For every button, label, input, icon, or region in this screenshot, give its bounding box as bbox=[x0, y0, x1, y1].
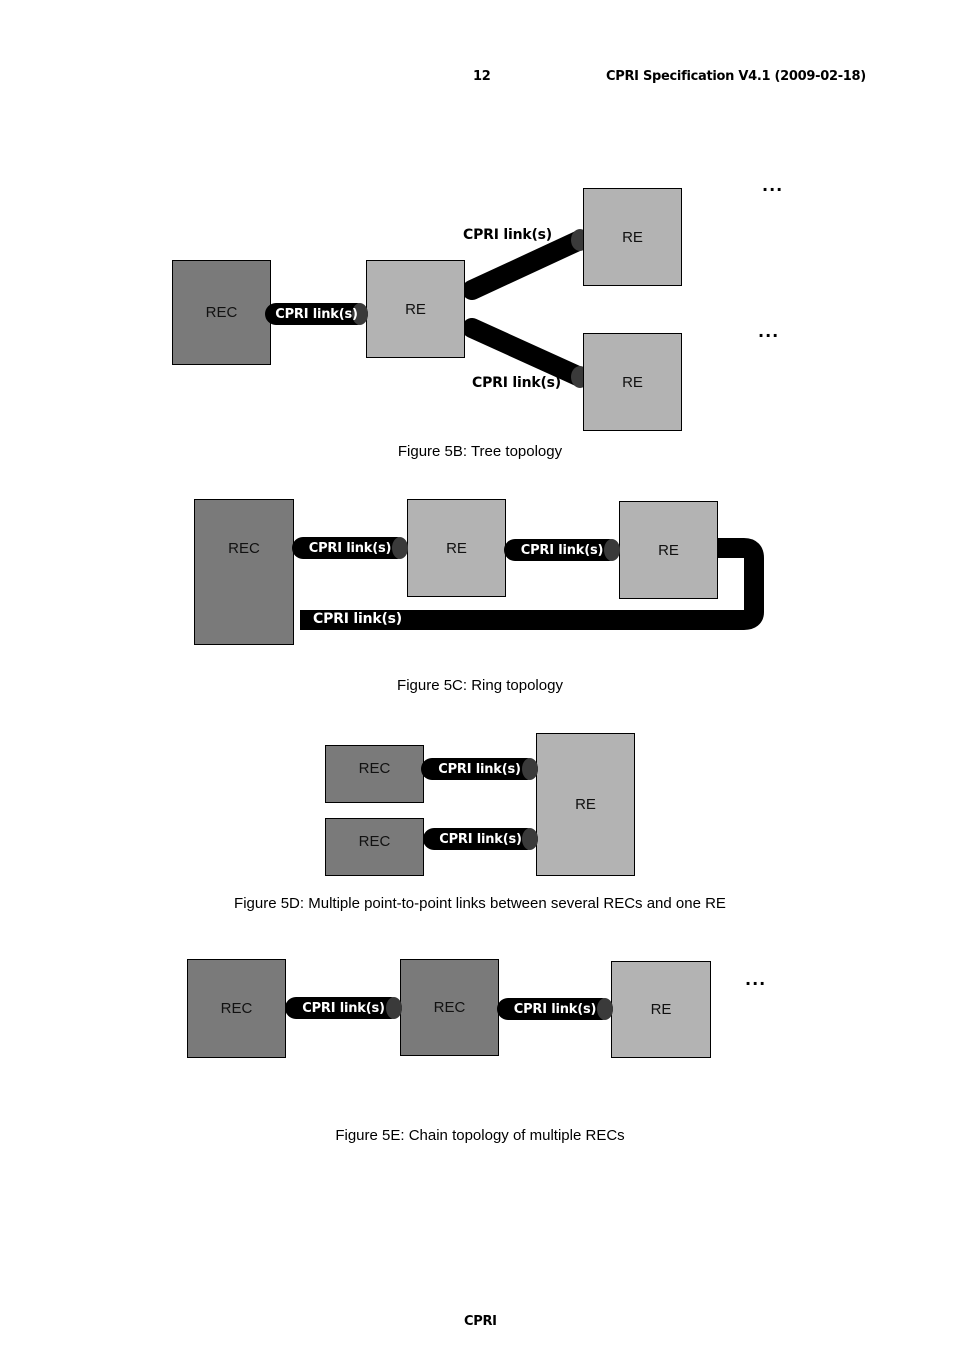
fig5d-link-bottom-label: CPRI link(s) bbox=[439, 831, 522, 847]
fig5e-rec-first-label: REC bbox=[220, 1000, 253, 1017]
fig5e-re-box bbox=[611, 961, 711, 1058]
document-title: CPRI Specification V4.1 (2009-02-18) bbox=[606, 69, 866, 84]
fig5c-re-second-label: RE bbox=[658, 541, 679, 559]
fig5e-re-label: RE bbox=[650, 1001, 672, 1018]
fig5e-caption: Figure 5E: Chain topology of multiple RECs bbox=[335, 1127, 625, 1144]
fig5c-link-re-re bbox=[504, 539, 620, 561]
fig5b-link-rec-re-label: CPRI link(s) bbox=[275, 306, 358, 322]
fig5d-caption: Figure 5D: Multiple point-to-point links between several RECs and one RE bbox=[234, 895, 726, 912]
fig5b-link-rec-re bbox=[265, 303, 368, 325]
fig5b-re-top-box bbox=[583, 188, 682, 286]
fig5b-re-center-box bbox=[366, 260, 465, 358]
page-number: 12 bbox=[473, 69, 491, 84]
fig5c-re-first-label: RE bbox=[446, 539, 467, 557]
fig5c-caption: Figure 5C: Ring topology bbox=[397, 677, 563, 694]
fig5e-ellipsis: ... bbox=[745, 970, 767, 989]
fig5b-re-bottom-box bbox=[583, 333, 682, 431]
fig5e-link-rec-re-cap bbox=[597, 998, 613, 1020]
fig5c-link-re-re-cap bbox=[604, 539, 620, 561]
fig5c-link-rec-re-cap bbox=[392, 537, 408, 559]
fig5e-rec-first-box bbox=[187, 959, 286, 1058]
page-footer: CPRI bbox=[464, 1314, 497, 1329]
fig5d-re-label: RE bbox=[575, 796, 596, 813]
fig5c-ring-link-label: CPRI link(s) bbox=[313, 611, 403, 627]
fig5b-re-bottom-label: RE bbox=[622, 373, 643, 391]
fig5d-link-top bbox=[421, 758, 538, 780]
fig5d-link-bottom bbox=[423, 828, 538, 850]
fig5d-rec-top-label: REC bbox=[358, 760, 391, 777]
fig5e-link-rec-re-label: CPRI link(s) bbox=[513, 1001, 597, 1017]
fig5d-re-box bbox=[536, 733, 635, 876]
fig5d-rec-top-box bbox=[325, 745, 424, 803]
fig5b-link-top-label: CPRI link(s) bbox=[463, 227, 553, 243]
fig5c-link-rec-re bbox=[292, 537, 408, 559]
fig5b-ellipsis-top: ... bbox=[762, 176, 784, 195]
fig5d-rec-bottom-label: REC bbox=[358, 833, 391, 850]
fig5e-link-rec-rec-label: CPRI link(s) bbox=[302, 1000, 385, 1016]
tree-link-upper bbox=[472, 240, 580, 290]
fig5c-link-re-re-label: CPRI link(s) bbox=[520, 542, 604, 558]
fig5e-link-rec-re bbox=[497, 998, 613, 1020]
fig5c-link-rec-re-label: CPRI link(s) bbox=[308, 540, 392, 556]
fig5e-rec-second-label: REC bbox=[433, 999, 466, 1016]
fig5c-re-second-box bbox=[619, 501, 718, 599]
fig5b-re-center-label: RE bbox=[405, 300, 426, 318]
fig5b-rec-label: REC bbox=[205, 304, 238, 321]
tree-link-lower bbox=[472, 328, 580, 377]
fig5d-rec-bottom-box bbox=[325, 818, 424, 876]
fig5b-rec-box bbox=[172, 260, 271, 365]
fig5b-re-top-label: RE bbox=[622, 228, 643, 246]
fig5e-link-rec-rec bbox=[285, 997, 402, 1019]
fig5b-caption: Figure 5B: Tree topology bbox=[397, 443, 563, 460]
fig5e-rec-second-box bbox=[400, 959, 499, 1056]
fig5d-link-top-cap bbox=[522, 758, 538, 780]
fig5d-link-bottom-cap bbox=[522, 828, 538, 850]
fig5c-rec-label: REC bbox=[228, 540, 260, 557]
fig5c-rec-box bbox=[194, 499, 294, 645]
fig5e-link-rec-rec-cap bbox=[386, 997, 402, 1019]
fig5b-link-bottom-label: CPRI link(s) bbox=[472, 375, 562, 391]
fig5c-re-first-box bbox=[407, 499, 506, 597]
fig5b-ellipsis-bottom: ... bbox=[758, 322, 780, 341]
fig5d-link-top-label: CPRI link(s) bbox=[438, 761, 521, 777]
